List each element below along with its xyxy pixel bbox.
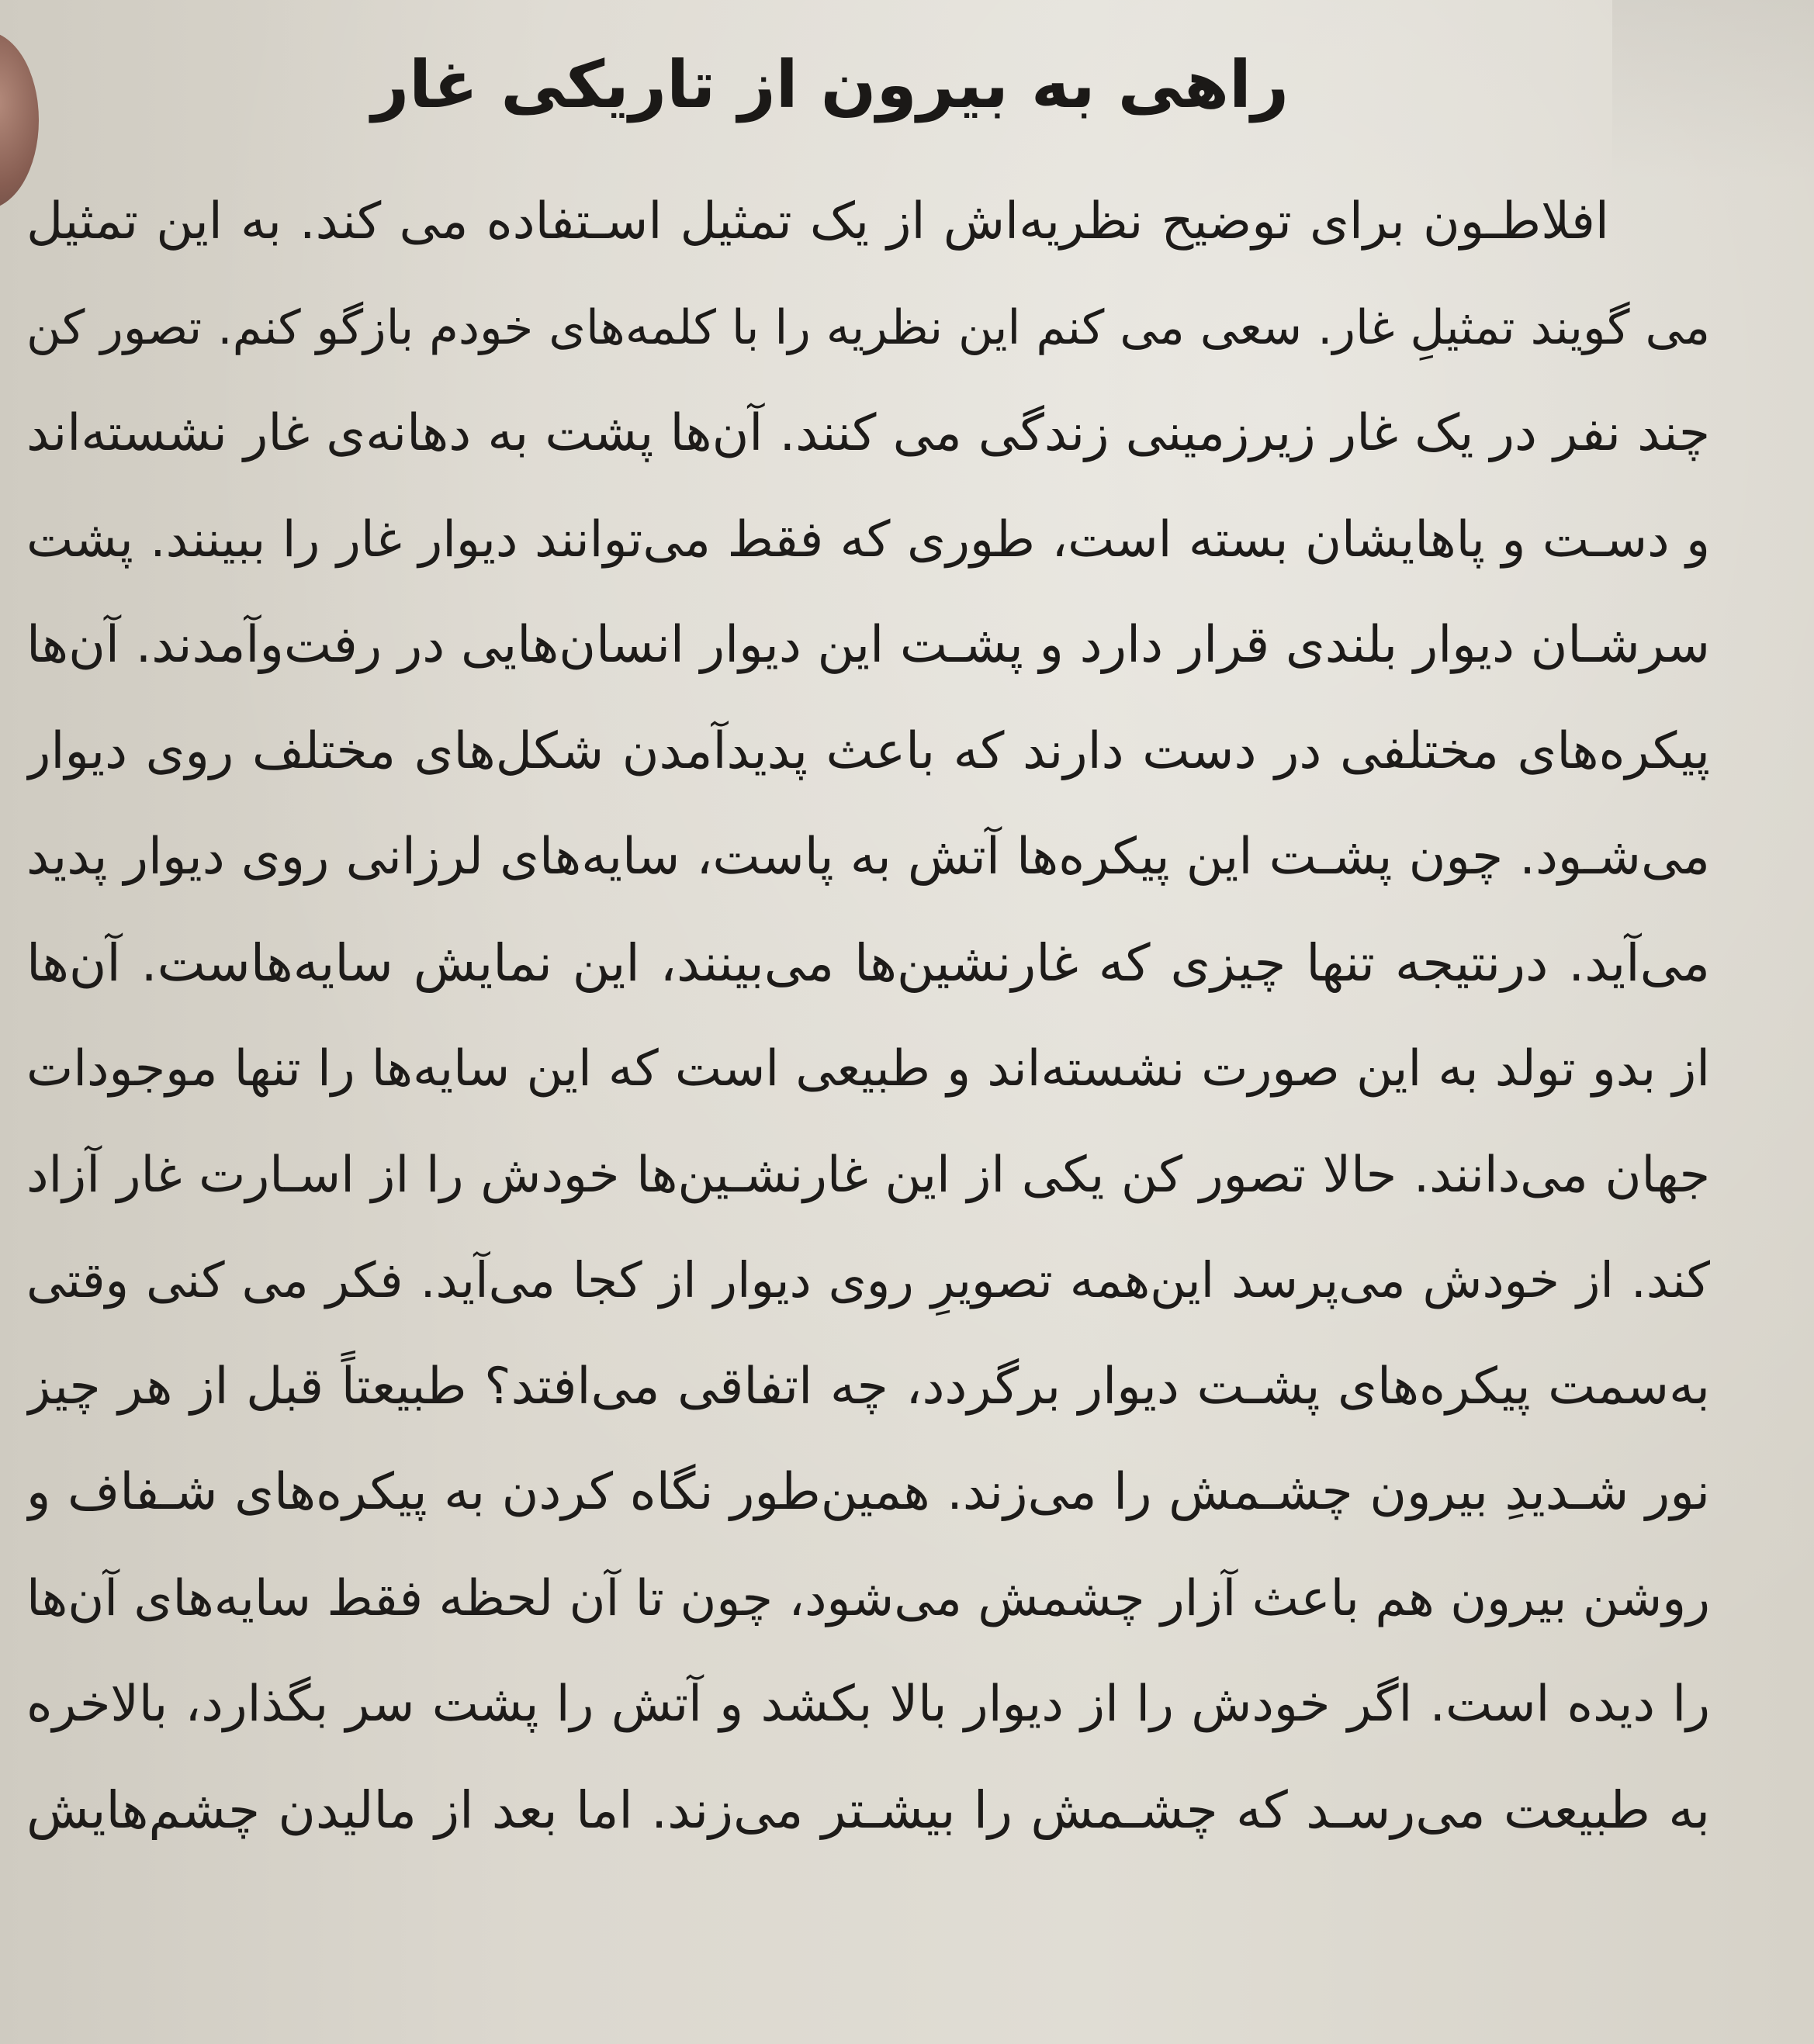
text-line: چند نفر در یک غار زیرزمینی زندگی می کنند. آن‌ها پشت به دهانه‌ی غار نشسته‌اند: [26, 404, 1710, 462]
text-line: را دیده است. اگر خودش را از دیوار بالا بکشد و آتش را پشت سر بگذارد، بالاخره: [26, 1676, 1710, 1733]
text-line: جهان می‌دانند. حالا تصور کن یکی از این غارنشـین‌ها خودش را از اسـارت غار آزاد: [26, 1146, 1710, 1204]
chapter-title: راهی به بیرون از تاریکی غار: [371, 47, 1290, 123]
text-line: روشن بیرون هم باعث آزار چشمش می‌شود، چون تا آن لحظه فقط سایه‌های آن‌ها: [26, 1569, 1710, 1627]
text-line: پیکره‌های مختلفی در دست دارند که باعث پدیدآمدن شکل‌های مختلف روی دیوار: [26, 721, 1710, 780]
text-line: می گویند تمثیلِ غار. سعی می کنم این نظریه را با کلمه‌های خودم بازگو کنم. تصور کن: [26, 299, 1710, 355]
text-line: می‌شـود. چون پشـت این پیکره‌ها آتش به پاست، سایه‌های لرزانی روی دیوار پدید: [26, 828, 1710, 886]
facing-page-bleed: [1612, 0, 1814, 178]
body-text: [26, 169, 1710, 1863]
text-line: و دسـت و پاهایشان بسته است، طوری که فقط می‌توانند دیوار غار را ببینند. پشت: [26, 510, 1710, 569]
text-line: می‌آید. درنتیجه تنها چیزی که غارنشین‌ها می‌بینند، این نمایش سایه‌هاست. آن‌ها: [26, 932, 1710, 993]
text-line: افلاطـون برای توضیح نظریه‌اش از یک تمثیل اسـتفاده می کند. به این تمثیل: [26, 192, 1609, 251]
text-line: کند. از خودش می‌پرسد این‌همه تصویرِ روی دیوار از کجا می‌آید. فکر می کنی وقتی: [26, 1252, 1710, 1309]
text-line: به طبیعت می‌رسـد که چشـمش را بیشـتر می‌زند. اما بعد از مالیدن چشم‌هایش: [26, 1779, 1710, 1840]
text-line: از بدو تولد به این صورت نشسته‌اند و طبیعی است که این سایه‌ها را تنها موجودات: [26, 1040, 1710, 1098]
text-line: به‌سمت پیکره‌های پشـت دیوار برگردد، چه اتفاقی می‌افتد؟ طبیعتاً قبل از هر چیز: [26, 1357, 1710, 1416]
text-line: سرشـان دیوار بلندی قرار دارد و پشـت این دیوار انسان‌هایی در رفت‌وآمدند. آن‌ها: [26, 616, 1710, 674]
text-line: نور شـدیدِ بیرون چشـمش را می‌زند. همین‌طور نگاه کردن به پیکره‌های شـفاف و: [26, 1463, 1710, 1521]
